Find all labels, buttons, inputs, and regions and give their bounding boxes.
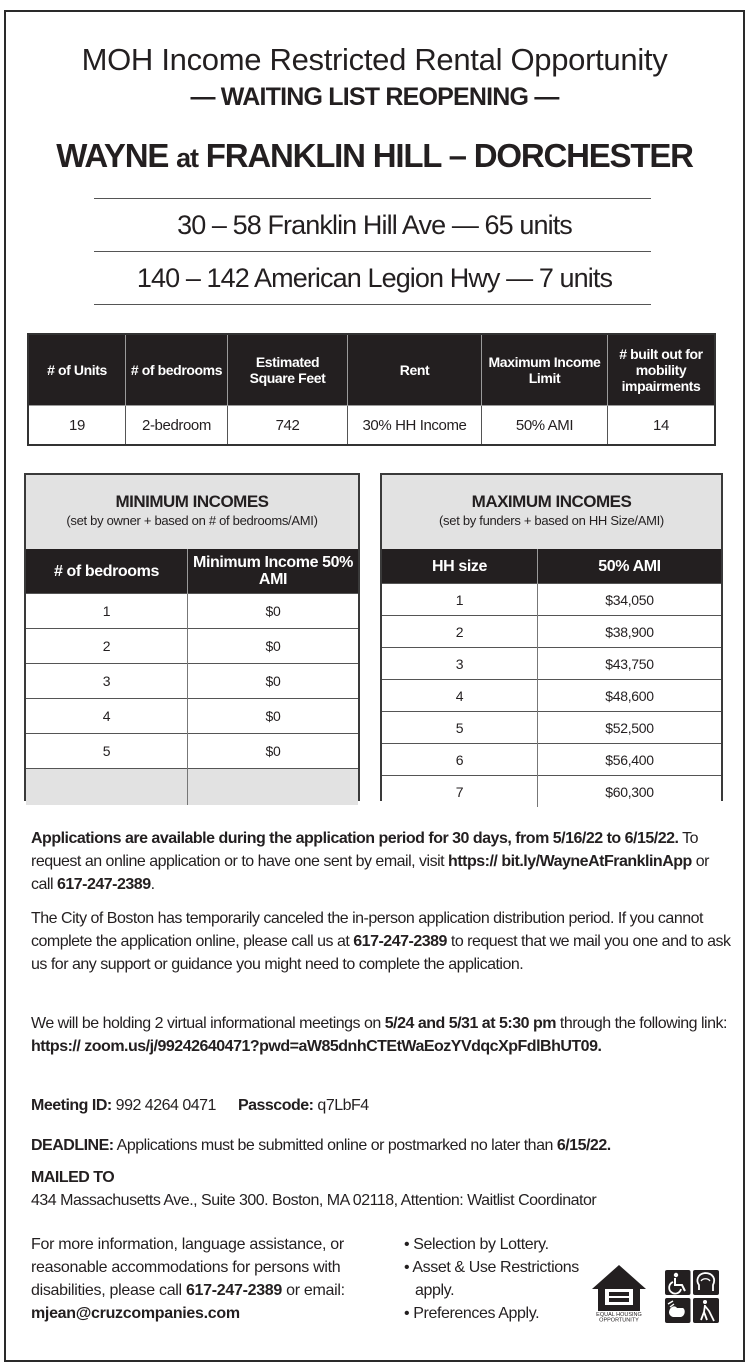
divider [94,198,651,199]
table-row [26,699,358,734]
cell-hh-size: 4 [382,680,538,712]
waiting-list-heading: — WAITING LIST REOPENING — [190,83,559,111]
application-link[interactable]: https:// bit.ly/WayneAtFranklinApp [448,853,692,870]
property-name [0,137,749,175]
table-row [382,648,721,680]
accessibility-icons [665,1270,719,1323]
info-meetings-paragraph [31,1012,731,1058]
empty-cell [188,769,359,806]
list-item: • Preferences Apply. [404,1305,540,1322]
cell-bedrooms: 2 [26,629,188,664]
col-minimum-income: Minimum Income 50% AMI [188,549,359,594]
cell-hh-size: 7 [382,776,538,808]
table-row [382,616,721,648]
cell-bedrooms: 1 [26,594,188,629]
table-row [28,406,715,446]
passcode-label: Passcode: [237,1097,314,1114]
meeting-dates: 5/24 and 5/31 at 5:30 pm [384,1015,556,1032]
col-max-income: Maximum Income Limit [482,334,608,406]
cell-min-income: $0 [188,664,359,699]
table-row [26,734,358,769]
passcode: q7LbF4 [313,1097,369,1114]
address-franklin-hill: 30 – 58 Franklin Hill Ave — 65 units [177,210,572,240]
unit-table-header [28,334,715,406]
cell-min-income: $0 [188,594,359,629]
phone-link[interactable]: 617-247-2389 [353,933,447,950]
mailing-address: 434 Massachusetts Ave., Suite 300. Boston, MA 02118, Attention: Waitlist Coordinator [31,1192,597,1209]
table-row [382,776,721,808]
application-period-paragraph [31,827,731,896]
text: To request an online application or to have one sent by email, visit [31,830,698,870]
mailed-to-section [31,1166,731,1212]
text: We will be holding 2 virtual informational meetings on [31,1015,385,1032]
table-row [26,594,358,629]
text: to request that we mail you one and to ask us for any support or guidance you might need to complete the application. [31,933,731,973]
maximum-incomes-table [382,549,721,807]
cell-hh-size: 1 [382,584,538,616]
property-name-at: at [176,143,198,173]
cell-hh-size: 6 [382,744,538,776]
text: . [150,876,155,893]
cell-hh-size: 2 [382,616,538,648]
col-rent: Rent [348,334,482,406]
cell-max-income: $56,400 [538,744,722,776]
deadline-label: DEADLINE: [31,1137,114,1154]
col-bedrooms: # of bedrooms [126,334,228,406]
divider [94,304,651,305]
property-name-location: FRANKLIN HILL – DORCHESTER [205,137,693,174]
blind-cane-icon [693,1298,719,1323]
address-american-legion: 140 – 142 American Legion Hwy — 7 units [136,263,613,293]
cell-min-income: $0 [188,699,359,734]
meeting-id-label: Meeting ID: [31,1097,112,1114]
text: through the following link: [555,1015,727,1032]
minimum-incomes-header [26,475,358,549]
text: For more information, language assistance, or reasonable accommodations for persons with disabilities, please call [31,1236,344,1299]
notes-list [404,1233,584,1325]
eho-text: OPPORTUNITY [599,1317,639,1323]
cell-max-income: 50% AMI [482,406,608,446]
in-person-paragraph [31,907,731,976]
minimum-incomes-table [26,549,358,805]
table-row [26,664,358,699]
cell-max-income: $52,500 [538,712,722,744]
cell-rent: 30% HH Income [348,406,482,446]
equal-housing-icon [590,1263,648,1323]
cell-bedrooms: 4 [26,699,188,734]
cell-bedrooms: 3 [26,664,188,699]
table-row [382,584,721,616]
empty-cell [26,769,188,806]
cell-mobility: 14 [608,406,716,446]
text: or call [31,853,709,893]
cell-bedrooms: 2-bedroom [126,406,228,446]
col-50-ami: 50% AMI [538,549,722,584]
col-bedrooms: # of bedrooms [26,549,188,594]
col-units: # of Units [28,334,126,406]
minimum-incomes-subtitle: (set by owner + based on # of bedrooms/AMI) [66,513,318,528]
cell-hh-size: 5 [382,712,538,744]
cell-min-income: $0 [188,629,359,664]
list-item: • Selection by Lottery. [404,1236,549,1253]
cell-bedrooms: 5 [26,734,188,769]
cell-min-income: $0 [188,734,359,769]
zoom-link[interactable]: https:// zoom.us/j/99242640471?pwd=aW85dnhCTEtWaEozYVdqcXpFdlBhUT09. [31,1038,602,1055]
table-row [382,712,721,744]
divider [94,251,651,252]
cell-square-feet: 742 [228,406,348,446]
minimum-incomes-box [24,473,360,801]
unit-table [27,333,716,446]
phone-link[interactable]: 617-247-2389 [185,1282,282,1299]
meeting-id: 992 4264 0471 [111,1097,216,1114]
list-item: • Asset & Use Restrictions apply. [404,1259,579,1299]
col-square-feet: Estimated Square Feet [228,334,348,406]
deadline-paragraph [31,1134,731,1157]
maximum-incomes-subtitle: (set by funders + based on HH Size/AMI) [439,513,664,528]
cognitive-icon [693,1270,719,1295]
meeting-credentials [31,1094,731,1117]
table-row [26,629,358,664]
text: Applications must be submitted online or postmarked no later than [113,1137,557,1154]
text: or email: [282,1282,345,1299]
cell-max-income: $60,300 [538,776,722,808]
minimum-incomes-title: MINIMUM INCOMES [115,492,269,511]
eho-text: EQUAL HOUSING [596,1312,642,1318]
table-row [382,744,721,776]
program-title: MOH Income Restricted Rental Opportunity [81,42,668,77]
cell-max-income: $38,900 [538,616,722,648]
cell-max-income: $34,050 [538,584,722,616]
cell-hh-size: 3 [382,648,538,680]
text: The City of Boston has temporarily canceled the in-person application distribution period. If you cannot complete the application online, please call us at [31,910,703,950]
empty-row [26,769,358,806]
contact-info [31,1233,381,1325]
table-row [382,680,721,712]
sign-language-icon [665,1298,691,1323]
maximum-incomes-box [380,473,723,801]
maximum-incomes-title: MAXIMUM INCOMES [471,492,632,511]
maximum-incomes-header [382,475,721,549]
col-hh-size: HH size [382,549,538,584]
cell-max-income: $43,750 [538,648,722,680]
deadline-date: 6/15/22. [556,1137,611,1154]
mailed-to-label: MAILED TO [31,1169,115,1186]
wheelchair-icon [665,1270,691,1295]
property-name-wayne: WAYNE [56,137,169,174]
email-link[interactable]: mjean@cruzcompanies.com [31,1305,240,1322]
cell-units: 19 [28,406,126,446]
col-mobility: # built out for mobility impairments [608,334,716,406]
cell-max-income: $48,600 [538,680,722,712]
phone-link[interactable]: 617-247-2389 [56,876,151,893]
application-period-dates: Applications are available during the application period for 30 days, from 5/16/22 to 6/15/22. [31,830,679,847]
